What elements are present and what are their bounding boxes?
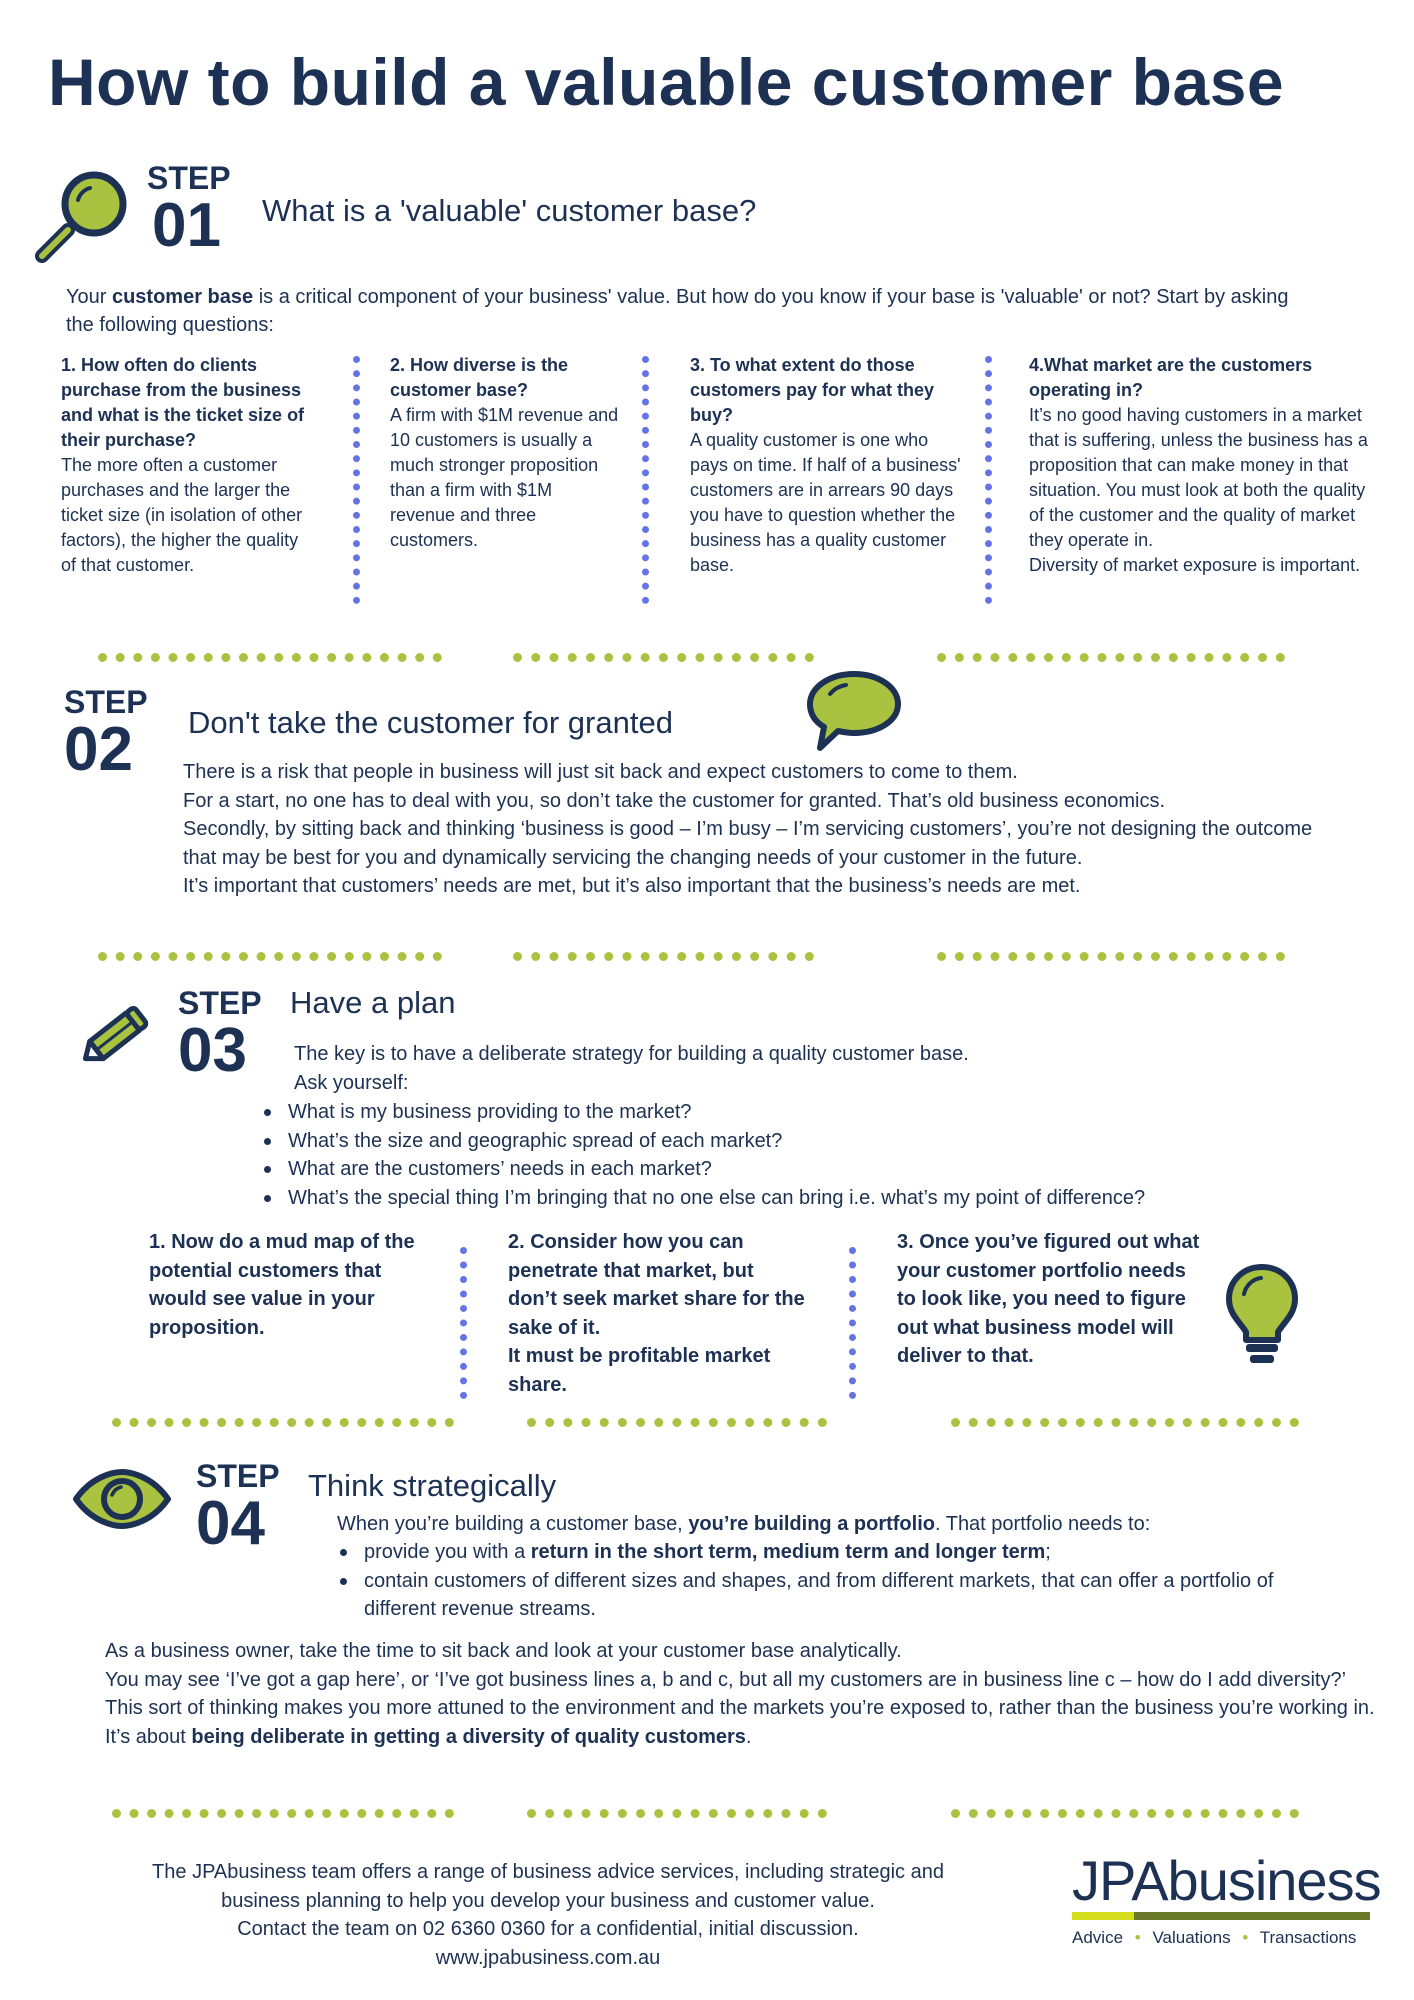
step1-number: 01 bbox=[152, 191, 221, 260]
step2-label: STEP bbox=[64, 684, 148, 720]
list-item: What is my business providing to the market? bbox=[258, 1098, 1378, 1127]
step3-column-3: 3. Once you’ve figured out what your customer portfolio needs to look like, you need to figure out what business model will deliver to that. bbox=[897, 1231, 1200, 1367]
step3-label: STEP bbox=[178, 985, 262, 1021]
column-divider bbox=[985, 356, 992, 604]
column-divider bbox=[353, 356, 360, 604]
step3-intro: The key is to have a deliberate strategy for building a quality customer base. Ask yourself: bbox=[294, 1043, 969, 1094]
list-item: What’s the size and geographic spread of each market? bbox=[258, 1127, 1378, 1156]
lightbulb-icon bbox=[1224, 1262, 1300, 1368]
step3-number: 03 bbox=[178, 1016, 247, 1085]
step1-column-3: 3. To what extent do those customers pay for what they buy? A quality customer is one who pays on time. If half of a business' customers are in arrears 90 days you have to question whether the business has a quality customer base. bbox=[690, 355, 961, 575]
step1-column-2: 2. How diverse is the customer base? A firm with $1M revenue and 10 customers is usually a much stronger proposition than a firm with $1M revenue and three customers. bbox=[390, 355, 619, 550]
logo-wordmark: JPAbusiness bbox=[1072, 1849, 1381, 1912]
step4-body: As a business owner, take the time to sit back and look at your customer base analytically. You may see ‘I’ve got a gap here’, or ‘I’ve got business lines a, b and c, but all my customers are in business line c – how do I add diversity?’ This sort of thinking makes you more attuned to the environment and the markets you’re exposed to, rather than the business you’re working in. It’s about being deliberate in getting a diversity of quality customers. bbox=[105, 1640, 1375, 1748]
step4-portfolio-list bbox=[334, 1538, 1274, 1624]
step4-intro: When you’re building a customer base, you’re building a portfolio. That portfolio needs to: bbox=[337, 1513, 1151, 1535]
step1-column-4: 4.What market are the customers operating in? It’s no good having customers in a market that is suffering, unless the business has a proposition that can make money in that situation. You must look at both the quality of the customer and the quality of market they operate in. Diversity of market exposure is important. bbox=[1029, 355, 1368, 575]
step3-column-1: 1. Now do a mud map of the potential customers that would see value in your proposition. bbox=[149, 1231, 415, 1339]
section-divider bbox=[527, 1809, 827, 1818]
step2-body: There is a risk that people in business will just sit back and expect customers to come to them. For a start, no one has to deal with you, so don’t take the customer for granted. That’s old business economics. Secondly, by sitting back and thinking ‘business is good – I’m busy – I’m servicing customers’, you’re not designing the outcome that may be best for you and dynamically servicing the changing needs of your customer in the future. It’s important that customers’ needs are met, but it’s also important that the business’s needs are met. bbox=[183, 761, 1313, 897]
step4-number: 04 bbox=[196, 1489, 265, 1558]
column-divider bbox=[642, 356, 649, 604]
section-divider bbox=[527, 1418, 827, 1427]
step3-column-2: 2. Consider how you can penetrate that market, but don’t seek market share for the sake of it. It must be profitable market share. bbox=[508, 1231, 805, 1396]
section-divider bbox=[937, 653, 1285, 662]
page-title: How to build a valuable customer base bbox=[48, 45, 1285, 119]
website-link[interactable]: www.jpabusiness.com.au bbox=[435, 1946, 661, 1969]
list-item: contain customers of different sizes and shapes, and from different markets, that can offer a portfolio of different revenue streams. bbox=[334, 1567, 1274, 1624]
step2-number: 02 bbox=[64, 715, 133, 784]
section-divider bbox=[513, 653, 814, 662]
section-divider bbox=[937, 952, 1285, 961]
step1-label: STEP bbox=[147, 160, 231, 196]
section-divider bbox=[513, 952, 814, 961]
list-item: provide you with a return in the short term, medium term and longer term; bbox=[334, 1538, 1274, 1567]
speech-bubble-icon bbox=[804, 668, 904, 754]
logo-tagline: Advice • Valuations • Transactions bbox=[1072, 1928, 1357, 1947]
step1-heading: What is a 'valuable' customer base? bbox=[262, 193, 757, 228]
section-divider bbox=[951, 1418, 1299, 1427]
footer-message: The JPAbusiness team offers a range of business advice services, including strategic and business planning to help you develop your business and customer value. Contact the team on 02 6360 0360 for a confidential, initial discussion. www.jpabusiness.com.au bbox=[58, 1858, 1038, 1972]
logo-bar bbox=[1134, 1912, 1370, 1920]
step4-heading: Think strategically bbox=[308, 1468, 557, 1503]
step3-question-list bbox=[258, 1098, 1378, 1212]
column-divider bbox=[460, 1247, 467, 1399]
section-divider bbox=[112, 1809, 454, 1818]
list-item: What are the customers’ needs in each market? bbox=[258, 1155, 1378, 1184]
magnifying-glass-icon bbox=[34, 170, 134, 270]
step1-column-1: 1. How often do clients purchase from the business and what is the ticket size of their purchase? The more often a customer purchases and the larger the ticket size (in isolation of other factors), the higher the quality of that customer. bbox=[61, 355, 305, 575]
step3-heading: Have a plan bbox=[290, 985, 456, 1020]
column-divider bbox=[849, 1247, 856, 1399]
list-item: What’s the special thing I’m bringing that no one else can bring i.e. what’s my point of difference? bbox=[258, 1184, 1378, 1213]
jpabusiness-logo bbox=[1068, 1848, 1381, 1958]
eye-icon bbox=[72, 1468, 172, 1530]
pencil-icon bbox=[78, 1002, 154, 1070]
section-divider bbox=[951, 1809, 1299, 1818]
section-divider bbox=[112, 1418, 454, 1427]
step4-label: STEP bbox=[196, 1458, 280, 1494]
section-divider bbox=[98, 952, 442, 961]
step1-intro: Your customer base is a critical component of your business' value. But how do you know if your base is 'valuable' or not? Start by asking the following questions: bbox=[66, 286, 1289, 336]
step2-heading: Don't take the customer for granted bbox=[188, 705, 673, 740]
logo-bar bbox=[1072, 1912, 1134, 1920]
section-divider bbox=[98, 653, 442, 662]
